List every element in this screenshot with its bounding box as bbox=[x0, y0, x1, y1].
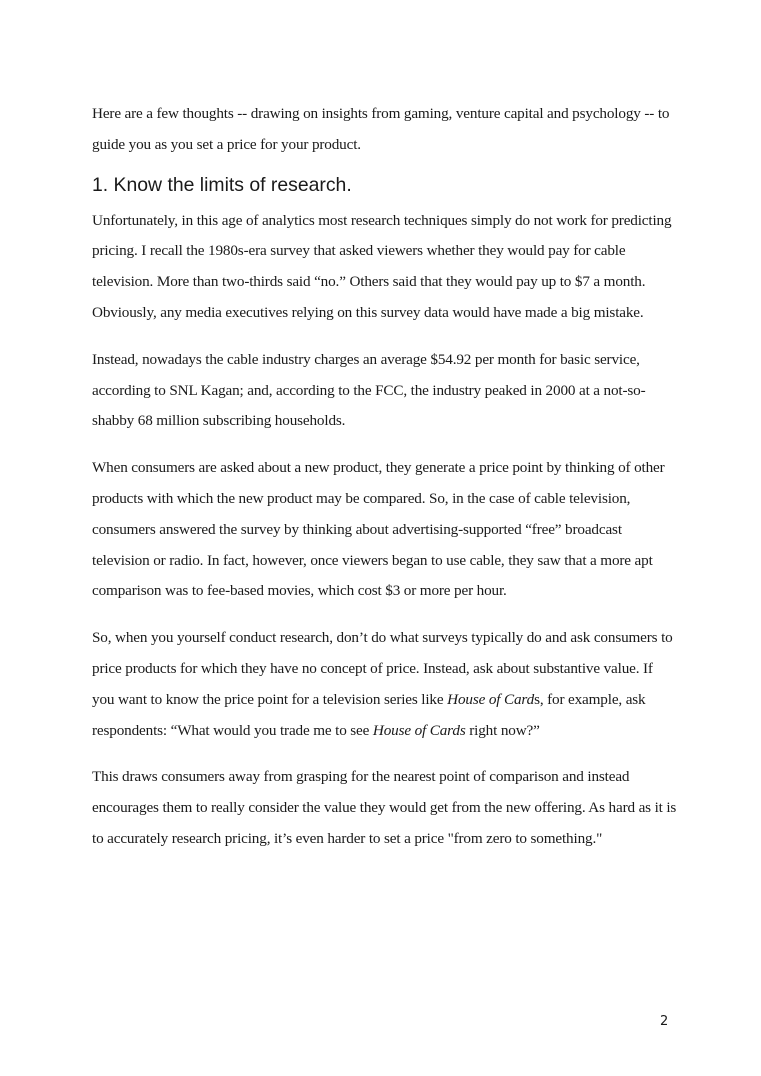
show-title: House of Card bbox=[447, 690, 535, 708]
intro-paragraph: Here are a few thoughts -- drawing on insights from gaming, venture capital and psychology -- to guide you as you set a price for your product. bbox=[92, 105, 670, 153]
paragraph-text: right now?” bbox=[465, 721, 540, 739]
paragraph-zero-to-something: This draws consumers away from grasping for the nearest point of comparison and instead encourages them to really consider the value they would get from the new offering. As hard as it is to accurately research pricing, it’s even harder to set a price "from zero to something." bbox=[92, 768, 677, 847]
section-heading: 1. Know the limits of research. bbox=[92, 173, 352, 196]
document-body bbox=[92, 99, 677, 855]
paragraph-text: s, for example, ask respondents: “What would you trade me to see bbox=[92, 690, 646, 739]
paragraph-research-limits: Unfortunately, in this age of analytics most research techniques simply do not work for predicting pricing. I recall the 1980s-era survey that asked viewers whether they would pay for cable television. More than two-thirds said “no.” Others said that they would pay up to $7 a month. Obviously, any media executives relying on this survey data would have made a big mistake. bbox=[92, 211, 672, 321]
paragraph-text: So, when you yourself conduct research, don’t do what surveys typically do and ask consumers to price products for which they have no concept of price. Instead, ask about substantive value. If you want to know the price point for a television series like bbox=[92, 629, 673, 708]
paragraph-substantive-value bbox=[92, 623, 677, 746]
show-title: House of Cards bbox=[372, 721, 466, 739]
paragraph-price-comparison: When consumers are asked about a new product, they generate a price point by thinking of other products with which the new product may be compared. So, in the case of cable television, consumers answered the survey by thinking about advertising-supported “free” broadcast television or radio. In fact, however, once viewers began to use cable, they saw that a more apt comparison was to fee-based movies, which cost $3 or more per hour. bbox=[92, 459, 665, 600]
page-number: 2 bbox=[660, 1014, 669, 1029]
paragraph-cable-industry: Instead, nowadays the cable industry charges an average $54.92 per month for basic service, according to SNL Kagan; and, according to the FCC, the industry peaked in 2000 at a not-so-shabby 68 million subscribing households. bbox=[92, 350, 646, 430]
